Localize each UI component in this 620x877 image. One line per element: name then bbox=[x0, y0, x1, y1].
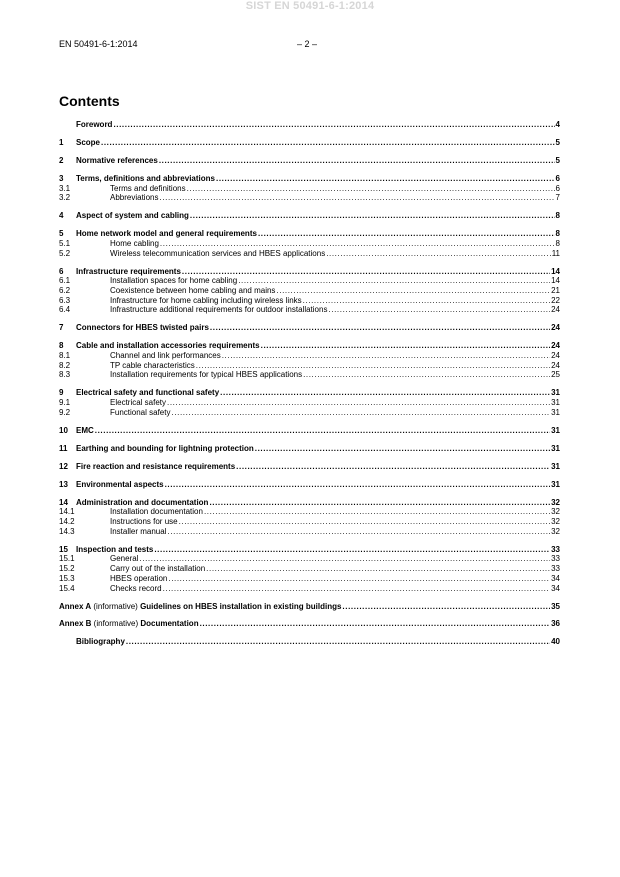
toc-entry-page: 32 bbox=[551, 497, 560, 507]
dot-leader bbox=[165, 480, 551, 490]
toc-entry-page: 22 bbox=[551, 295, 560, 305]
toc-entry-page: 32 bbox=[551, 517, 560, 527]
toc-entry-title: Installation requirements for typical HBES applications bbox=[110, 370, 303, 380]
toc-entry-page: 31 bbox=[551, 398, 560, 408]
toc-entry-page: 32 bbox=[551, 507, 560, 517]
dot-leader bbox=[179, 517, 551, 527]
toc-entry[interactable] bbox=[59, 517, 560, 527]
dot-leader bbox=[95, 426, 550, 436]
toc-entry-title: Installation documentation bbox=[110, 507, 203, 517]
toc-entry-title: Foreword bbox=[76, 120, 113, 129]
toc-entry[interactable] bbox=[59, 370, 560, 380]
toc-entry-title: HBES operation bbox=[110, 573, 168, 583]
toc-entry[interactable] bbox=[59, 229, 560, 239]
toc-entry-page: 32 bbox=[551, 526, 560, 536]
toc-entry-page: 34 bbox=[551, 583, 560, 593]
toc-entry[interactable] bbox=[59, 498, 560, 508]
annex-qualifier: (informative) bbox=[91, 601, 141, 611]
toc-entry-page: 31 bbox=[551, 388, 560, 398]
toc-entry-number: 9 bbox=[59, 388, 64, 398]
dot-leader bbox=[303, 370, 550, 380]
toc-entry-page: 8 bbox=[555, 229, 560, 239]
dot-leader bbox=[187, 184, 555, 194]
dot-leader bbox=[126, 637, 550, 647]
toc-entry[interactable] bbox=[59, 361, 560, 371]
toc-entry-number: 9.1 bbox=[59, 398, 71, 408]
toc-entry-title: Infrastructure for home cabling including wireless links bbox=[110, 295, 302, 305]
dot-leader bbox=[196, 361, 550, 371]
page-number: – 2 – bbox=[297, 39, 318, 49]
toc-entry[interactable] bbox=[59, 637, 560, 647]
toc-entry-page: 24 bbox=[551, 305, 560, 315]
toc-entry-number: 6.1 bbox=[59, 276, 71, 286]
toc-entry-page: 8 bbox=[555, 238, 560, 248]
dot-leader bbox=[167, 527, 550, 537]
toc-entry-number: 6.2 bbox=[59, 286, 71, 296]
toc-entry-title: General bbox=[110, 554, 139, 564]
dot-leader bbox=[163, 584, 551, 594]
toc-entry-page: 8 bbox=[555, 211, 560, 221]
dot-leader bbox=[261, 341, 550, 351]
toc-entry-number: 15 bbox=[59, 544, 68, 554]
toc-entry-number: 3.2 bbox=[59, 193, 71, 203]
dot-leader bbox=[255, 444, 550, 454]
toc-entry-number: 4 bbox=[59, 211, 64, 221]
document-id: EN 50491-6-1:2014 bbox=[59, 39, 138, 49]
dot-leader bbox=[159, 156, 555, 166]
toc-entry-number: 3.1 bbox=[59, 183, 71, 193]
annex-label: Annex B bbox=[59, 619, 92, 629]
toc-entry-number: 2 bbox=[59, 155, 64, 165]
toc-entry-page: 31 bbox=[551, 443, 560, 453]
dot-leader bbox=[326, 249, 550, 259]
toc-entry-page: 24 bbox=[551, 360, 560, 370]
toc-entry-page: 6 bbox=[555, 173, 560, 183]
toc-entry-number: 6 bbox=[59, 266, 64, 276]
toc-entry-page: 14 bbox=[551, 276, 560, 286]
toc-entry-page: 5 bbox=[555, 137, 560, 147]
toc-entry-number: 3 bbox=[59, 173, 64, 183]
toc-entry-number: 12 bbox=[59, 461, 68, 471]
dot-leader bbox=[168, 574, 550, 584]
toc-entry-number: 5.1 bbox=[59, 238, 71, 248]
toc-entry-title: Installer manual bbox=[110, 526, 167, 536]
toc-entry[interactable] bbox=[59, 351, 560, 361]
dot-leader bbox=[160, 239, 555, 249]
toc-entry-number: 5 bbox=[59, 229, 64, 239]
toc-entry-number: 9.2 bbox=[59, 407, 71, 417]
toc-entry-page: 31 bbox=[551, 461, 560, 471]
toc-entry-title: Connectors for HBES twisted pairs bbox=[76, 323, 209, 333]
toc-entry[interactable] bbox=[59, 138, 560, 148]
contents-title: Contents bbox=[59, 93, 120, 109]
toc-entry-number: 8.1 bbox=[59, 351, 71, 361]
dot-leader bbox=[171, 408, 550, 418]
toc-entry-page: 40 bbox=[551, 637, 560, 647]
toc-entry[interactable] bbox=[59, 305, 560, 315]
toc-entry-number: 8.3 bbox=[59, 370, 71, 380]
dot-leader bbox=[139, 554, 550, 564]
toc-entry-page: 24 bbox=[551, 341, 560, 351]
dot-leader bbox=[328, 305, 550, 315]
toc-entry[interactable] bbox=[59, 174, 560, 184]
dot-leader bbox=[210, 323, 550, 333]
toc-entry[interactable] bbox=[59, 239, 560, 249]
dot-leader bbox=[276, 286, 550, 296]
toc-entry[interactable] bbox=[59, 398, 560, 408]
toc-entry-number: 8.2 bbox=[59, 360, 71, 370]
toc-entry-title: Channel and link performances bbox=[110, 351, 221, 361]
dot-leader bbox=[167, 398, 550, 408]
toc-entry[interactable] bbox=[59, 120, 560, 130]
dot-leader bbox=[182, 267, 550, 277]
toc-entry-page: 33 bbox=[551, 544, 560, 554]
toc-entry-number: 8 bbox=[59, 341, 64, 351]
toc-entry-page: 6 bbox=[555, 183, 560, 193]
toc-entry-number: 15.1 bbox=[59, 554, 75, 564]
toc-entry[interactable] bbox=[59, 584, 560, 594]
dot-leader bbox=[303, 296, 550, 306]
toc-entry[interactable] bbox=[59, 184, 560, 194]
toc-entry[interactable] bbox=[59, 156, 560, 166]
dot-leader bbox=[190, 211, 555, 221]
toc-entry-title: Cable and installation accessories requirements bbox=[76, 341, 260, 351]
toc-entry-title: Carry out of the installation bbox=[110, 564, 206, 574]
toc-entry-title: Instructions for use bbox=[110, 517, 178, 527]
toc-entry-title: Infrastructure additional requirements for outdoor installations bbox=[110, 305, 328, 315]
toc-entry-title: Electrical safety bbox=[110, 398, 167, 408]
toc-entry-number: 15.4 bbox=[59, 583, 75, 593]
toc-entry-page: 25 bbox=[551, 370, 560, 380]
table-of-contents bbox=[59, 120, 560, 647]
toc-entry[interactable] bbox=[59, 267, 560, 277]
toc-entry-title: Wireless telecommunication services and HBES applications bbox=[110, 248, 326, 258]
toc-entry-page: 4 bbox=[555, 120, 560, 129]
toc-entry-number: 14.3 bbox=[59, 526, 75, 536]
toc-entry-title: Infrastructure requirements bbox=[76, 266, 181, 276]
toc-entry-number: 14 bbox=[59, 497, 68, 507]
toc-entry-title: Scope bbox=[76, 137, 101, 147]
toc-entry-title: Home cabling bbox=[110, 238, 159, 248]
dot-leader bbox=[101, 138, 555, 148]
toc-entry[interactable] bbox=[59, 545, 560, 555]
toc-entry-number: 5.2 bbox=[59, 248, 71, 258]
dot-leader bbox=[258, 229, 555, 239]
toc-entry-page: 31 bbox=[551, 479, 560, 489]
annex-title: Guidelines on HBES installation in existing buildings bbox=[140, 601, 342, 611]
toc-entry-page: 31 bbox=[551, 407, 560, 417]
toc-entry-number: 6.3 bbox=[59, 295, 71, 305]
toc-entry[interactable] bbox=[59, 276, 560, 286]
toc-entry-page: 35 bbox=[551, 601, 560, 611]
toc-entry-title: Terms, definitions and abbreviations bbox=[76, 173, 215, 183]
toc-entry[interactable] bbox=[59, 211, 560, 221]
toc-entry[interactable] bbox=[59, 426, 560, 436]
toc-entry-title: Electrical safety and functional safety bbox=[76, 388, 220, 398]
toc-entry[interactable] bbox=[59, 249, 560, 259]
dot-leader bbox=[220, 388, 550, 398]
toc-entry-title: Installation spaces for home cabling bbox=[110, 276, 238, 286]
dot-leader bbox=[154, 545, 550, 555]
dot-leader bbox=[342, 602, 550, 612]
toc-entry-page: 31 bbox=[551, 425, 560, 435]
toc-entry-page: 24 bbox=[551, 351, 560, 361]
dot-leader bbox=[216, 174, 555, 184]
toc-entry-page: 21 bbox=[551, 286, 560, 296]
toc-entry-number: 13 bbox=[59, 479, 68, 489]
toc-entry-title: TP cable characteristics bbox=[110, 360, 195, 370]
toc-entry-title: Earthing and bounding for lightning protection bbox=[76, 443, 254, 453]
toc-entry-title: Coexistence between home cabling and mains bbox=[110, 286, 276, 296]
dot-leader bbox=[222, 351, 550, 361]
toc-entry-title: Fire reaction and resistance requirements bbox=[76, 461, 236, 471]
toc-entry-title: Inspection and tests bbox=[76, 544, 154, 554]
toc-entry-page: 7 bbox=[555, 193, 560, 203]
toc-entry-page: 24 bbox=[551, 323, 560, 333]
toc-entry-title: Bibliography bbox=[76, 637, 125, 647]
toc-entry[interactable] bbox=[59, 527, 560, 537]
toc-entry[interactable] bbox=[59, 480, 560, 490]
toc-entry[interactable] bbox=[59, 193, 560, 203]
toc-entry-title: Aspect of system and cabling bbox=[76, 211, 189, 221]
toc-entry-number: 14.1 bbox=[59, 507, 75, 517]
toc-entry[interactable] bbox=[59, 323, 560, 333]
toc-entry-page: 34 bbox=[551, 573, 560, 583]
toc-entry[interactable] bbox=[59, 341, 560, 351]
toc-entry[interactable] bbox=[59, 388, 560, 398]
toc-entry-page: 14 bbox=[551, 266, 560, 276]
toc-entry-title: Normative references bbox=[76, 155, 158, 165]
toc-entry[interactable] bbox=[59, 444, 560, 454]
toc-entry-title: EMC bbox=[76, 425, 94, 435]
dot-leader bbox=[206, 564, 550, 574]
toc-entry-number: 15.3 bbox=[59, 573, 75, 583]
toc-entry[interactable] bbox=[59, 619, 560, 629]
toc-entry-page: 33 bbox=[551, 554, 560, 564]
toc-entry[interactable] bbox=[59, 564, 560, 574]
toc-entry-page: 5 bbox=[555, 155, 560, 165]
toc-entry-title: Home network model and general requirements bbox=[76, 229, 257, 239]
dot-leader bbox=[204, 507, 550, 517]
toc-entry-title: Functional safety bbox=[110, 407, 171, 417]
annex-qualifier: (informative) bbox=[91, 619, 141, 629]
toc-entry-page: 33 bbox=[551, 564, 560, 574]
toc-entry[interactable] bbox=[59, 408, 560, 418]
toc-entry[interactable] bbox=[59, 296, 560, 306]
toc-entry-number: 14.2 bbox=[59, 517, 75, 527]
toc-entry-number: 10 bbox=[59, 425, 68, 435]
toc-entry[interactable] bbox=[59, 507, 560, 517]
dot-leader bbox=[238, 276, 550, 286]
toc-entry[interactable] bbox=[59, 574, 560, 584]
toc-entry-number: 11 bbox=[59, 443, 68, 453]
toc-entry-page: 11 bbox=[551, 248, 560, 258]
watermark: SIST EN 50491-6-1:2014 bbox=[245, 0, 375, 12]
toc-entry-number: 1 bbox=[59, 137, 64, 147]
toc-entry-number: 6.4 bbox=[59, 305, 71, 315]
toc-entry-title: Administration and documentation bbox=[76, 497, 209, 507]
toc-entry[interactable] bbox=[59, 462, 560, 472]
dot-leader bbox=[200, 619, 551, 629]
toc-entry-page: 36 bbox=[551, 619, 560, 629]
annex-label: Annex A bbox=[59, 601, 92, 611]
toc-entry[interactable] bbox=[59, 286, 560, 296]
toc-entry[interactable] bbox=[59, 554, 560, 564]
toc-entry-number: 15.2 bbox=[59, 564, 75, 574]
toc-entry[interactable] bbox=[59, 602, 560, 612]
toc-entry-title: Checks record bbox=[110, 583, 162, 593]
dot-leader bbox=[236, 462, 550, 472]
dot-leader bbox=[113, 120, 554, 130]
toc-entry-title: Abbreviations bbox=[110, 193, 159, 203]
toc-entry-title bbox=[59, 602, 341, 612]
dot-leader bbox=[159, 193, 554, 203]
toc-entry-title bbox=[59, 619, 199, 629]
toc-entry-title: Terms and definitions bbox=[110, 183, 186, 193]
annex-title: Documentation bbox=[140, 619, 199, 629]
toc-entry-number: 7 bbox=[59, 323, 64, 333]
dot-leader bbox=[209, 498, 550, 508]
toc-entry-title: Environmental aspects bbox=[76, 479, 164, 489]
